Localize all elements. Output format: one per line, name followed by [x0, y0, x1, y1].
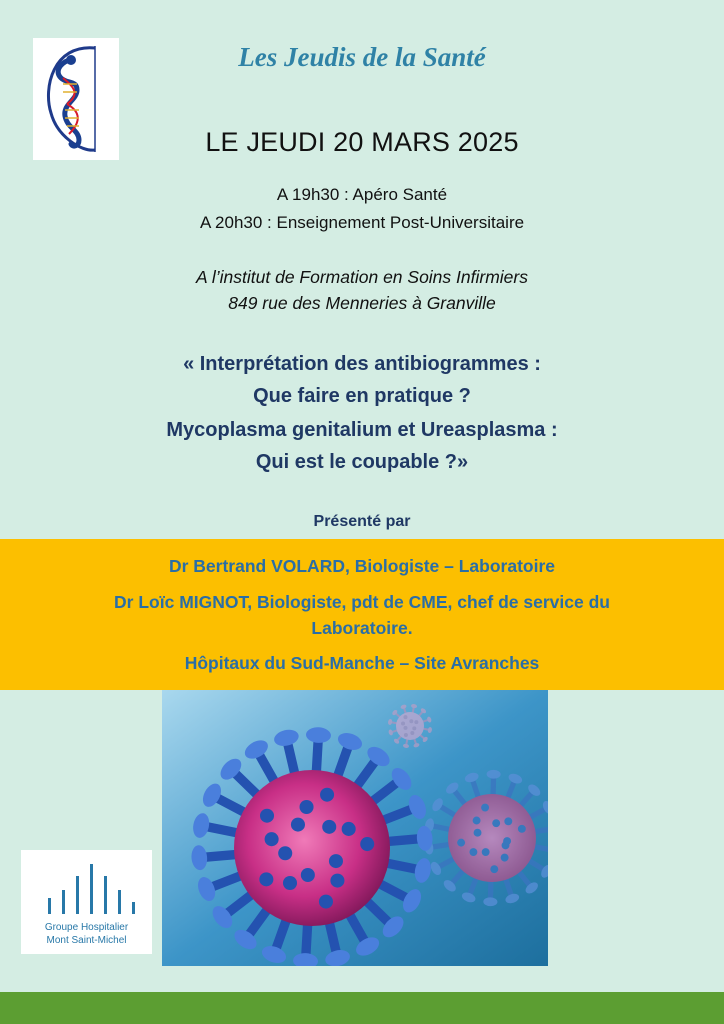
virus-surface-protein	[259, 872, 273, 886]
virus-surface-protein	[469, 848, 477, 856]
speaker-mignot-continued: Laboratoire.	[311, 618, 413, 638]
talk-title-line-1: « Interprétation des antibiogrammes :	[183, 353, 541, 375]
virus-surface-protein	[291, 818, 305, 832]
virus-surface-protein	[403, 726, 407, 730]
virus-surface-protein	[330, 874, 344, 888]
virus-surface-protein	[501, 854, 509, 862]
virus-surface-protein	[409, 719, 413, 723]
virus-surface-protein	[283, 876, 297, 890]
virus-surface-protein	[320, 788, 334, 802]
talk-title-line-3: Mycoplasma genitalium et Ureasplasma :	[166, 419, 558, 441]
footer-bar	[0, 992, 724, 1024]
event-date: LE JEUDI 20 MARS 2025	[205, 127, 519, 157]
hospital-group-site: Mont Saint-Michel	[46, 935, 127, 946]
virus-surface-protein	[300, 800, 314, 814]
schedule-aperitif: A 19h30 : Apéro Santé	[276, 185, 448, 204]
virus-surface-protein	[360, 837, 374, 851]
series-title: Les Jeudis de la Santé	[238, 42, 486, 72]
virus-surface-protein	[403, 715, 407, 719]
presented-by-label: Présenté par	[313, 513, 411, 530]
virus-surface-protein	[414, 720, 418, 724]
virus-surface-protein	[410, 731, 414, 735]
virus-surface-protein	[265, 832, 279, 846]
talk-title-line-2: Que faire en pratique ?	[253, 385, 471, 407]
talk-title-line-4: Qui est le coupable ?»	[255, 451, 469, 473]
hospital-group-name: Groupe Hospitalier	[44, 922, 129, 933]
virus-surface-protein	[504, 817, 512, 825]
schedule-lecture: A 20h30 : Enseignement Post-Universitaire	[199, 213, 525, 232]
groupe-hospitalier-logo	[21, 850, 152, 954]
virus-surface-protein	[301, 868, 315, 882]
virus-surface-protein	[481, 804, 489, 812]
venue-name: A l’institut de Formation en Soins Infirmiers	[196, 267, 528, 287]
virus-surface-protein	[473, 817, 481, 825]
virus-surface-protein	[322, 820, 336, 834]
virus-surface-protein	[474, 829, 482, 837]
virus-surface-protein	[492, 819, 500, 827]
virus-surface-protein	[329, 854, 343, 868]
virus-surface-protein	[404, 733, 408, 737]
speaker-institution: Hôpitaux du Sud-Manche – Site Avranches	[184, 653, 540, 673]
virus-surface-protein	[518, 825, 526, 833]
speakers-band	[0, 539, 724, 690]
hospital-bars-icon	[21, 850, 152, 920]
virus-surface-protein	[490, 865, 498, 873]
virus-surface-protein	[342, 822, 356, 836]
virus-surface-protein	[278, 846, 292, 860]
virus-core	[396, 712, 424, 740]
virus-surface-protein	[319, 895, 333, 909]
venue-address: 849 rue des Menneries à Granville	[228, 293, 496, 313]
virus-surface-protein	[401, 721, 405, 725]
virus-surface-protein	[503, 837, 511, 845]
virus-surface-protein	[482, 848, 490, 856]
virus-illustration	[162, 690, 548, 966]
speaker-volard: Dr Bertrand VOLARD, Biologiste – Laboratoire	[168, 556, 556, 576]
speaker-mignot: Dr Loïc MIGNOT, Biologiste, pdt de CME, chef de service du	[114, 592, 610, 612]
virus-surface-protein	[260, 809, 274, 823]
virus-surface-protein	[457, 839, 465, 847]
virus-surface-protein	[412, 726, 416, 730]
